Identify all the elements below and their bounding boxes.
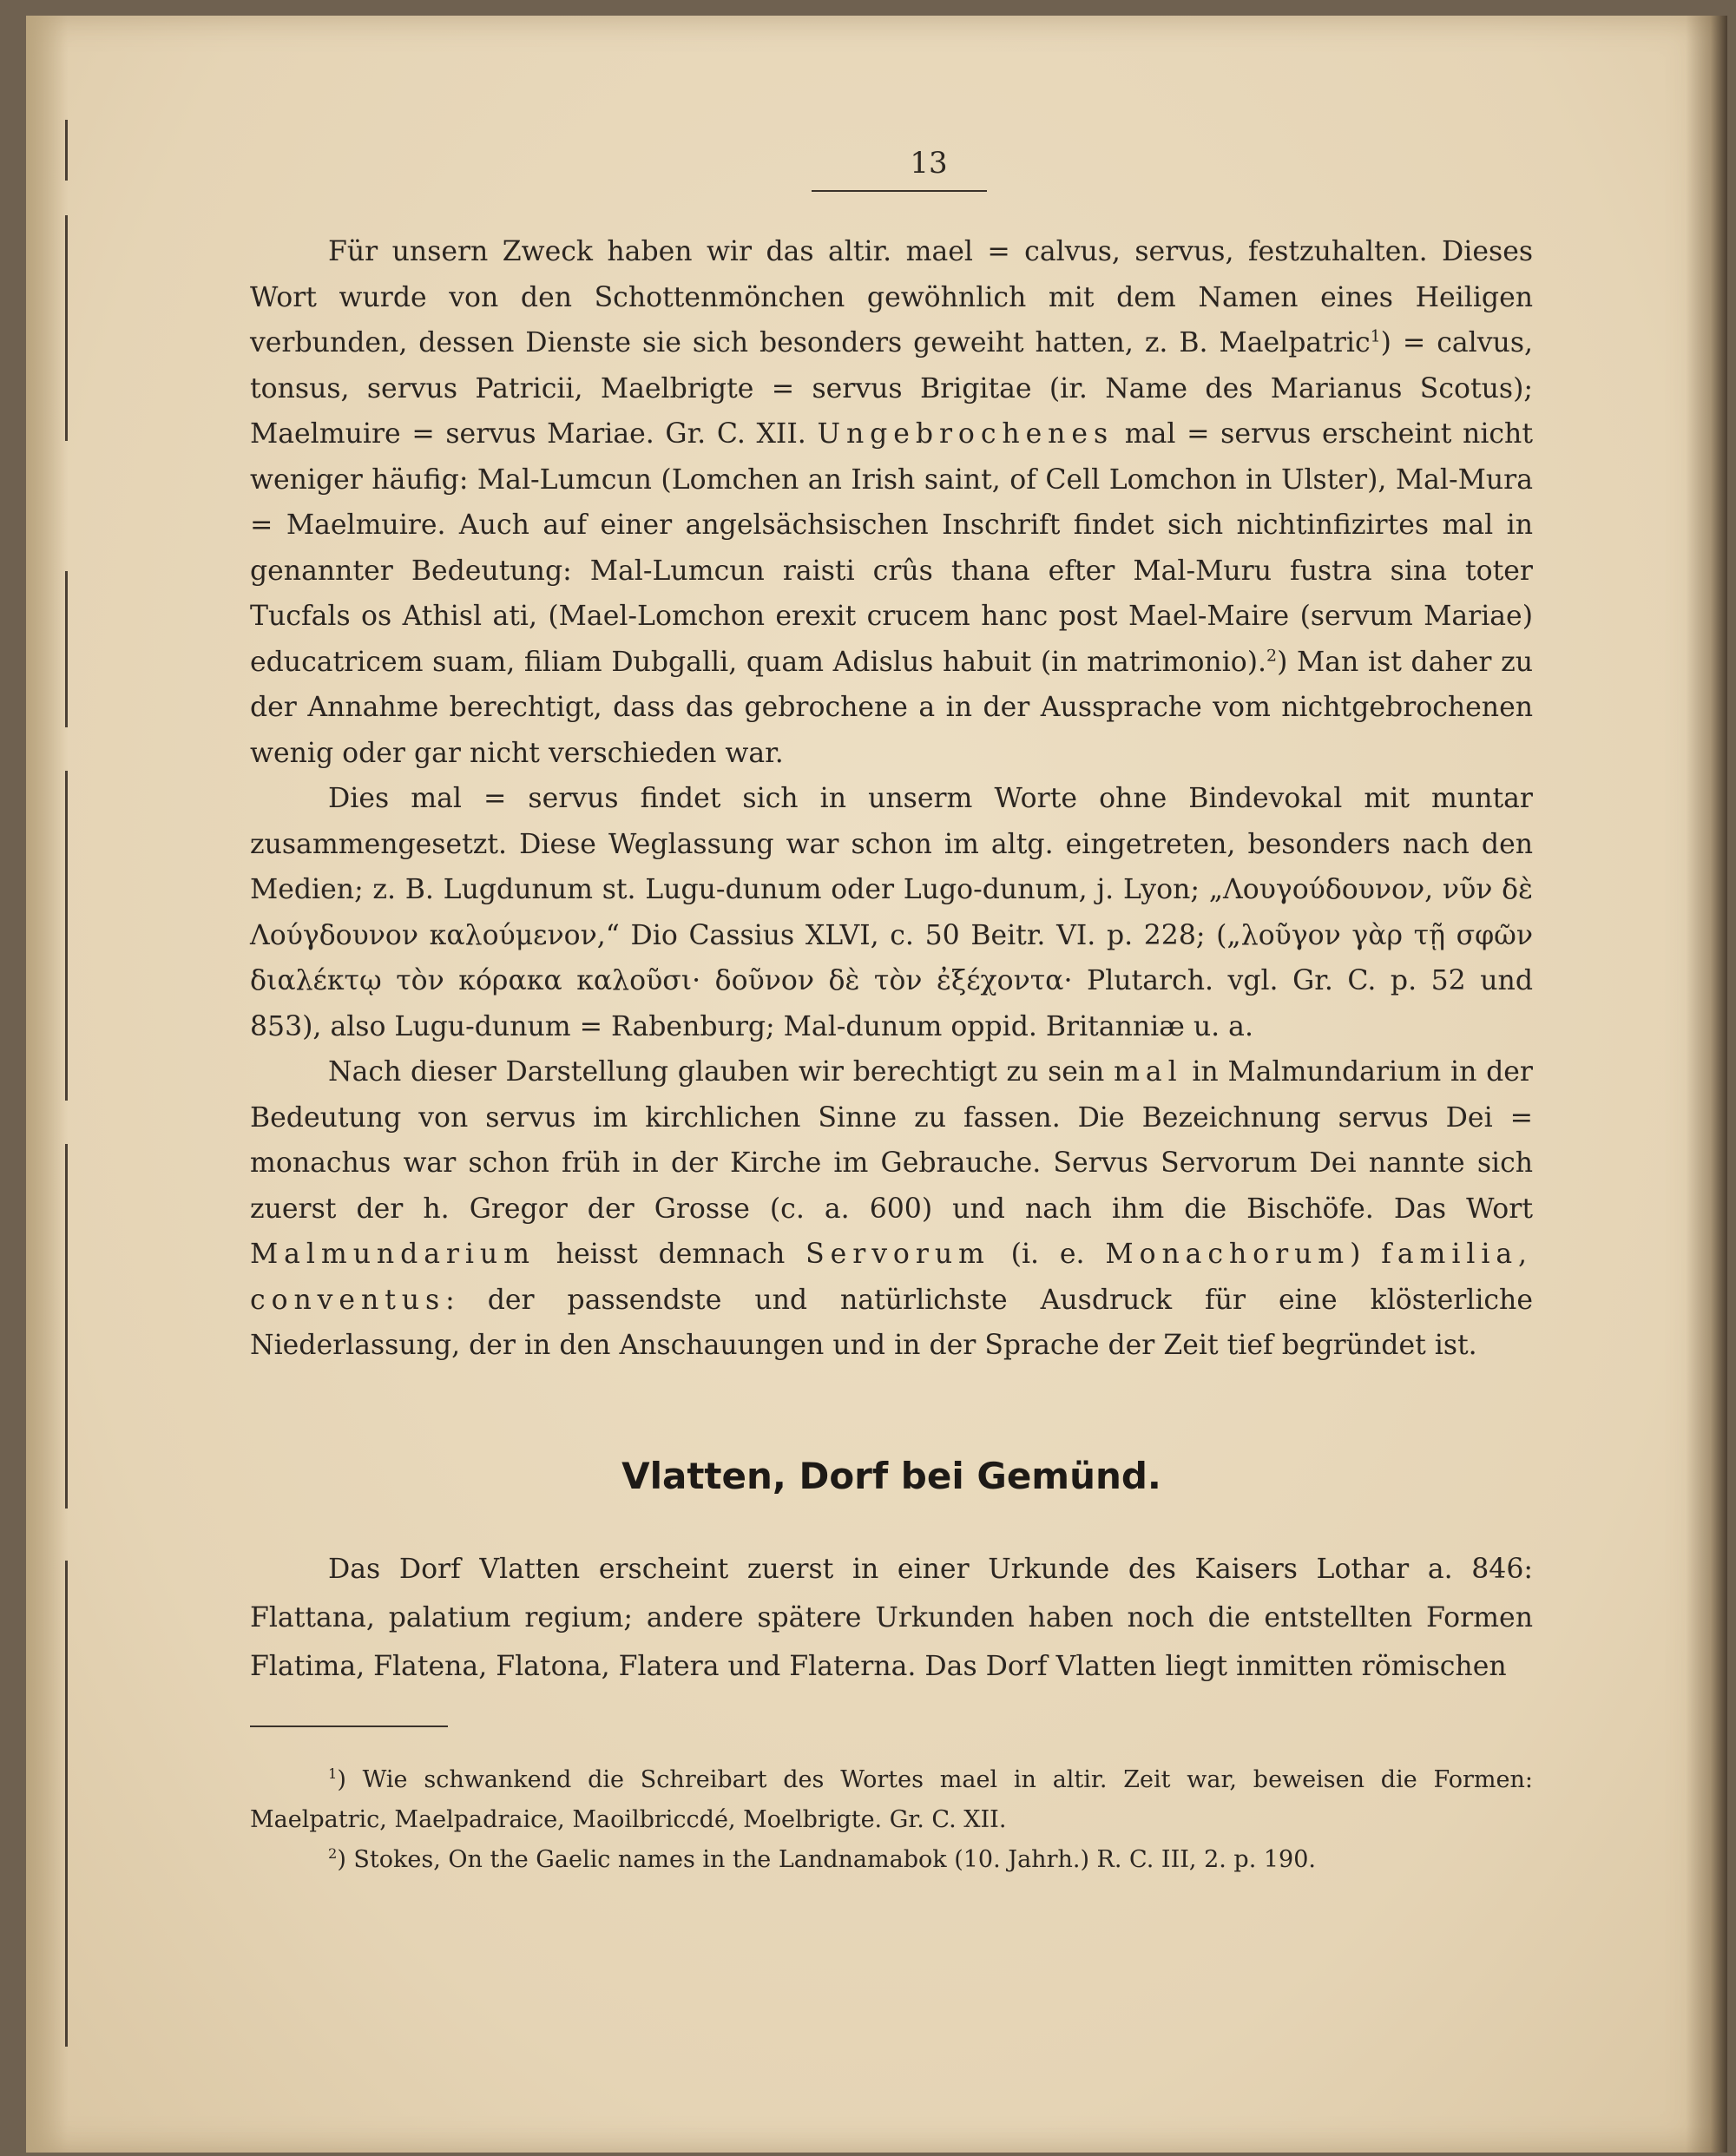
spaced-word: Malmundarium xyxy=(250,1239,536,1270)
footnote-2 xyxy=(250,1840,1533,1880)
text-run: ) = calvus, tonsus, servus Patricii, Maelbrigte = servus Brigitae (ir. Name des Marianus Scotus); Maelmuire = servus Mariae. Gr. C. XII. xyxy=(250,327,1534,450)
spaced-word: Servorum xyxy=(806,1239,990,1270)
footnote-ref-2[interactable]: 2 xyxy=(1266,646,1278,665)
paragraph-4: Das Dorf Vlatten erscheint zuerst in einer Urkunde des Kaisers Lothar a. 846: Flattana, palatium regium; andere spätere Urkunden haben noch die entstellten Formen Flatima, Flatena, Flatona, Flatera und Flaterna. Das Dorf Vlatten liegt inmitten römischen xyxy=(250,1554,1533,1682)
footnote-mark: 1 xyxy=(328,1765,338,1782)
page-edge-shadow xyxy=(1686,16,1727,2153)
spaced-word: Ungebrochenes xyxy=(817,418,1115,450)
binding-mark xyxy=(65,1144,68,1509)
binding-mark xyxy=(65,215,68,441)
text-run: Nach dieser Darstellung glauben wir berechtigt zu sein xyxy=(328,1056,1115,1088)
page-gutter-shadow xyxy=(26,16,68,2153)
paragraph-2: Dies mal = servus findet sich in unserm Worte ohne Bindevokal mit muntar zusammengesetzt. Diese Weglassung war schon im altg. eingetreten, besonders nach den Medien; z. B. Lugdunum st. Lugu-dunum oder Lugo-dunum, j. Lyon; „Λουγούδουνον, νῦν δὲ Λούγδουνον καλούμενον,“ Dio Cassius XLVI, c. 50 Beitr. VI. p. 228; („λοῦγον γὰρ τῇ σφῶν διαλέκτῳ τὸν κόρακα καλοῦσι· δοῦνον δὲ τὸν ἐξέχοντα· Plutarch. vgl. Gr. C. p. 52 und 853), also Lugu-dunum = Rabenburg; Mal-dunum oppid. Britanniæ u. a. xyxy=(250,783,1533,1042)
spaced-word: mal xyxy=(1114,1056,1183,1088)
book-page xyxy=(26,16,1727,2153)
text-run: mal = servus erscheint nicht weniger häufig: Mal-Lumcun (Lomchen an Irish saint, of Cell Lomchon in Ulster), Mal-Mura = Maelmuire. Auch auf einer angelsächsischen Inschrift findet sich nichtinfizirtes mal in genannter Bedeutung: Mal-Lumcun raisti crûs thana efter Mal-Muru fustra sina toter Tucfals os Athisl ati, (Mael-Lomchon erexit crucem hanc post Mael-Maire (servum Mariae) educatricem suam, filiam Dubgalli, quam Adislus habuit (in matrimonio). xyxy=(250,418,1534,678)
text-run: (i. e. xyxy=(990,1239,1106,1270)
footnote-mark: 2 xyxy=(328,1845,338,1862)
section-heading: Vlatten, Dorf bei Gemünd. xyxy=(621,1455,1161,1497)
text-run: : der passendste und natürlichste Ausdruck für eine klösterliche Niederlassung, der in den Anschauungen und in der Sprache der Zeit tief begründet ist. xyxy=(250,1284,1533,1361)
footnote-ref-1[interactable]: 1 xyxy=(1370,326,1381,346)
binding-mark xyxy=(65,120,68,181)
spaced-word: Monachorum xyxy=(1105,1239,1351,1270)
footnotes xyxy=(250,1760,1533,1880)
binding-mark xyxy=(65,1561,68,2047)
text-run: heisst demnach xyxy=(535,1239,806,1270)
text-run: Für unsern Zweck haben wir das altir. mael = calvus, servus, festzuhalten. Dieses Wort wurde von den Schottenmönchen gewöhnlich mit dem Namen eines Heiligen verbunden, dessen Dienste sie sich besonders geweiht hatten, z. B. Maelpatric xyxy=(250,236,1533,358)
text-run: in Malmundarium in der Bedeutung von servus im kirchlichen Sinne zu fassen. Die Bezeichnung servus Dei = monachus war schon früh in der Kirche im Gebrauche. Servus Servorum Dei nannte sich zuerst der h. Gregor der Grosse (c. a. 600) und nach ihm die Bischöfe. Das Wort xyxy=(250,1056,1533,1225)
text-run: ) xyxy=(1350,1239,1382,1270)
section-text xyxy=(250,1545,1533,1691)
text-run: ) Man ist daher zu der Annahme berechtigt, dass das gebrochene a in der Aussprache vom nichtgebrochenen wenig oder gar nicht verschieden war. xyxy=(250,646,1533,769)
binding-mark xyxy=(65,771,68,1101)
spaced-word: familia, conventus xyxy=(250,1239,1533,1316)
binding-mark xyxy=(65,571,68,727)
main-text xyxy=(250,229,1533,1369)
footnote-text: ) Stokes, On the Gaelic names in the Landnamabok (10. Jahrh.) R. C. III, 2. p. 190. xyxy=(337,1846,1316,1873)
footnote-text: ) Wie schwankend die Schreibart des Wortes mael in altir. Zeit war, beweisen die Formen: Maelpatric, Maelpadraice, Maoilbriccdé, Moelbrigte. Gr. C. XII. xyxy=(250,1766,1533,1833)
paragraph-3 xyxy=(250,1049,1533,1369)
paragraph-1 xyxy=(250,229,1533,776)
footnote-1 xyxy=(250,1760,1533,1840)
page-number: 13 xyxy=(910,146,948,181)
footnote-rule xyxy=(250,1725,448,1727)
page-number-rule xyxy=(812,190,987,192)
